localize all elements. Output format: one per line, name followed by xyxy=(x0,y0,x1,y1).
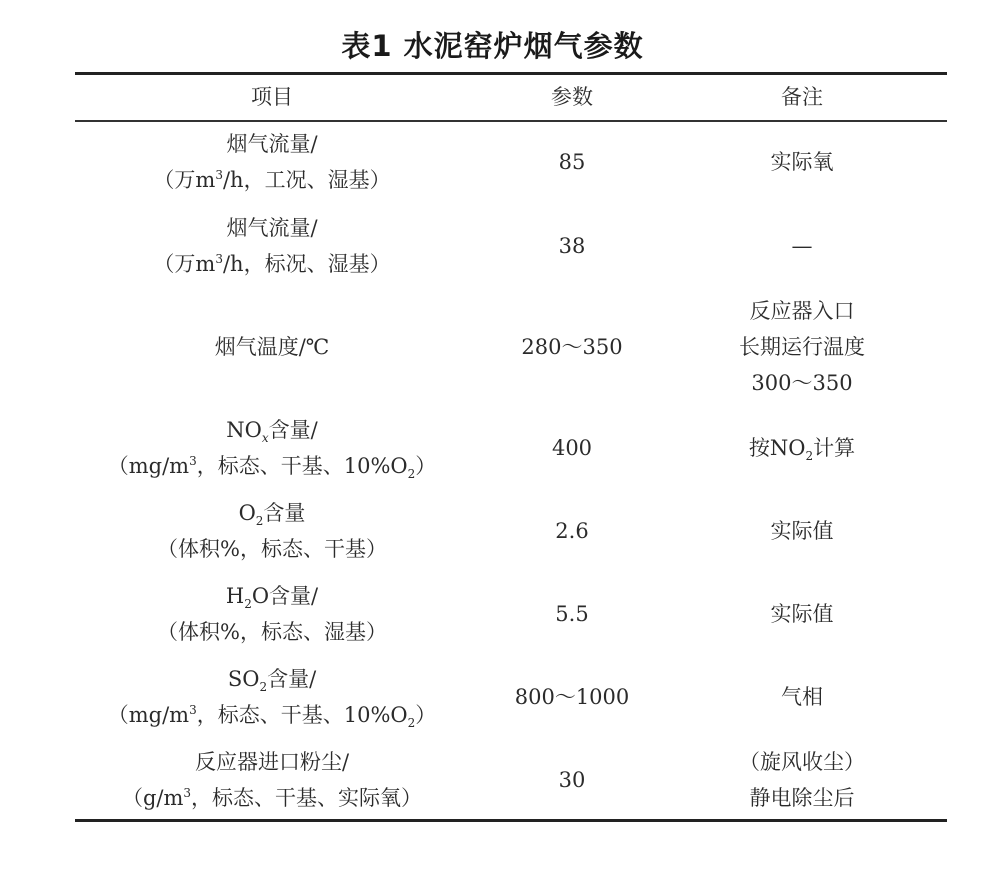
item-text: 含量 xyxy=(263,501,306,525)
table-row-item: 烟气温度/℃ xyxy=(214,335,330,359)
table-row-item xyxy=(153,210,390,282)
item-line xyxy=(122,780,422,816)
item-text: ） xyxy=(415,454,437,478)
superscript: 3 xyxy=(215,168,223,182)
item-text: （mg/m xyxy=(107,703,190,727)
note-line: 静电除尘后 xyxy=(749,786,855,810)
table-bottom-rule xyxy=(75,819,947,822)
item-line xyxy=(108,448,437,484)
item-text: SO xyxy=(227,667,260,691)
note-line: （旋风收尘） xyxy=(739,750,865,774)
note-text: 按NO xyxy=(748,436,806,460)
item-line: 反应器进口粉尘/ xyxy=(194,750,350,774)
table-row-item xyxy=(122,744,422,816)
item-text: NO xyxy=(226,418,262,442)
item-line xyxy=(108,661,437,697)
superscript: 3 xyxy=(183,786,192,800)
note-text: 计算 xyxy=(813,436,856,460)
table-row-param: 280～350 xyxy=(521,335,623,359)
subscript: 2 xyxy=(244,597,252,611)
table-header-rule xyxy=(75,120,947,122)
table-row-note xyxy=(739,744,865,816)
item-line: 烟气流量/ xyxy=(226,132,318,156)
note-line: 300～350 xyxy=(751,371,853,395)
item-line xyxy=(157,495,387,531)
table-row-param: 5.5 xyxy=(555,602,589,626)
subscript: 2 xyxy=(255,514,264,528)
item-line xyxy=(108,697,437,733)
item-text: O含量/ xyxy=(251,584,319,608)
item-text: （万m xyxy=(153,252,216,276)
item-text: ，标态、干基、10%O xyxy=(196,703,408,727)
header-item: 项目 xyxy=(251,85,293,109)
table-row-note: 实际值 xyxy=(770,602,834,626)
item-text: ） xyxy=(415,703,437,727)
item-text: /h，标况、湿基） xyxy=(222,252,391,276)
table-row-note: 气相 xyxy=(781,685,823,709)
table-row-param: 30 xyxy=(558,768,586,792)
item-line xyxy=(157,578,387,614)
table-top-rule xyxy=(75,72,947,75)
table-row-note: 实际氧 xyxy=(770,150,834,174)
table-row-item xyxy=(108,661,437,733)
item-text: /h，工况、湿基） xyxy=(222,168,391,192)
table-title: 表1 水泥窑炉烟气参数 xyxy=(341,29,644,63)
superscript: 3 xyxy=(189,703,197,717)
item-text: （万m xyxy=(153,168,216,192)
item-line xyxy=(108,412,437,448)
subscript: 2 xyxy=(805,449,814,463)
table-row-note xyxy=(739,293,865,401)
table-row-param: 38 xyxy=(558,234,586,258)
table-row-param: 400 xyxy=(551,436,593,460)
item-text: ，标态、干基、实际氧） xyxy=(191,786,423,810)
table-row-item xyxy=(153,126,390,198)
header-note: 备注 xyxy=(781,85,823,109)
table-row-note xyxy=(749,430,855,466)
table-row-param: 800～1000 xyxy=(514,685,630,709)
table-row-item xyxy=(157,495,387,567)
item-text: 含量/ xyxy=(268,418,318,442)
subscript: x xyxy=(261,431,269,445)
table-row-item xyxy=(108,412,437,484)
subscript: 2 xyxy=(259,680,268,694)
item-text: ，标态、干基、10%O xyxy=(196,454,408,478)
item-line: （体积%，标态、湿基） xyxy=(157,620,387,644)
subscript: 2 xyxy=(407,467,416,481)
item-line xyxy=(153,246,390,282)
item-text: O xyxy=(238,501,256,525)
item-text: （mg/m xyxy=(107,454,190,478)
subscript: 2 xyxy=(407,716,416,730)
superscript: 3 xyxy=(189,454,197,468)
item-line xyxy=(153,162,390,198)
item-text: （g/m xyxy=(121,786,184,810)
item-line: 烟气流量/ xyxy=(226,216,318,240)
table-row-param: 2.6 xyxy=(555,519,589,543)
superscript: 3 xyxy=(215,252,223,266)
table-row-param: 85 xyxy=(558,150,586,174)
header-param: 参数 xyxy=(551,85,593,109)
item-text: 含量/ xyxy=(267,667,317,691)
table-row-item xyxy=(157,578,387,650)
item-line: （体积%，标态、干基） xyxy=(157,537,387,561)
item-text: H xyxy=(225,584,245,608)
table-row-note: — xyxy=(791,234,813,258)
table-row-note: 实际值 xyxy=(770,519,834,543)
note-line: 反应器入口 xyxy=(749,299,855,323)
note-line: 长期运行温度 xyxy=(739,335,865,359)
